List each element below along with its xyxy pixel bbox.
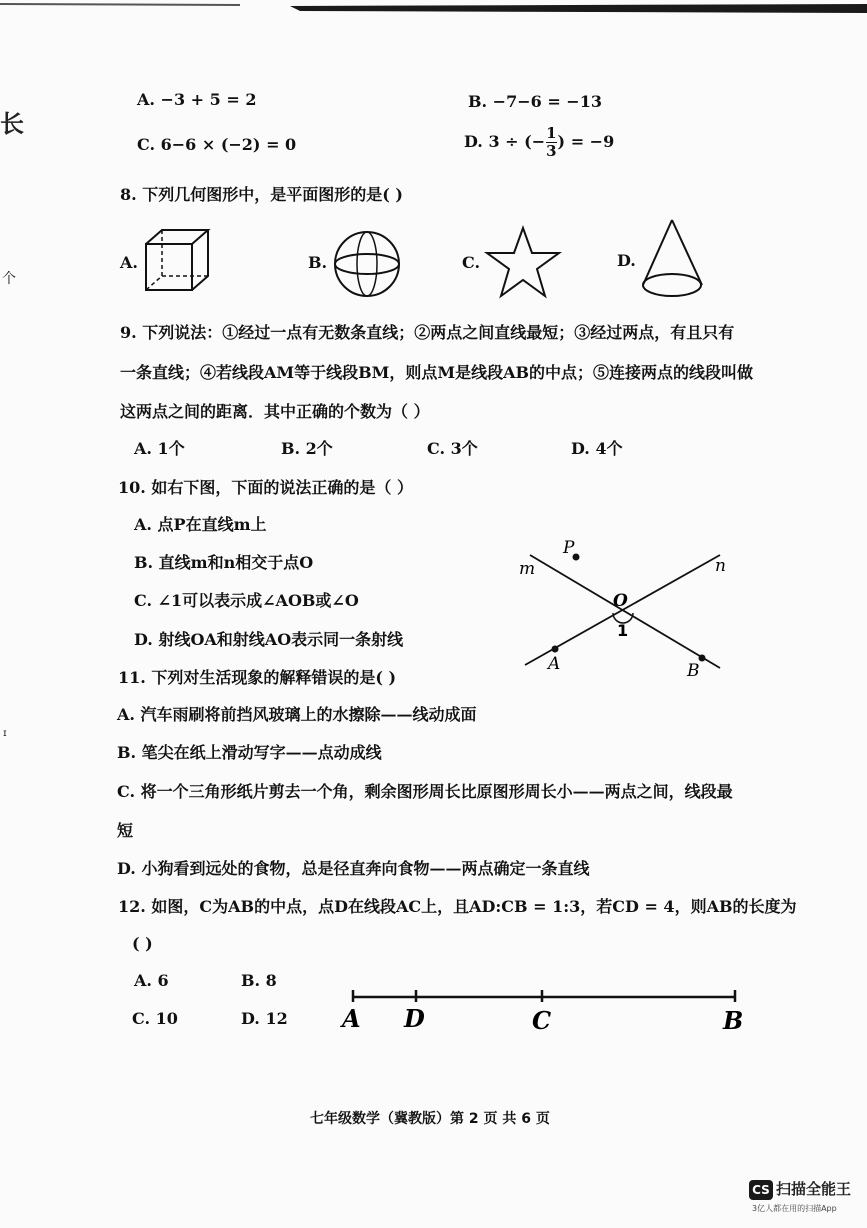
q10-stem: 10. 如右下图，下面的说法正确的是（ ） [118,478,413,497]
q11-option-a: A. 汽车雨刷将前挡风玻璃上的水擦除——线动成面 [117,705,477,724]
label-a: A [548,654,561,674]
q9-stem-line3: 这两点之间的距离．其中正确的个数为（ ） [120,402,430,421]
q10-intersecting-lines-figure [505,535,735,685]
cube-icon [142,228,212,294]
label-n: n [715,556,726,576]
q11-option-b: B. 笔尖在纸上滑动写字——点动成线 [117,743,382,762]
q12-option-c: C. 10 [132,1009,178,1028]
q7-option-a: A. −3 + 5 = 2 [137,90,257,109]
star-icon [485,226,561,298]
q12-stem: 12. 如图，C为AB的中点，点D在线段AC上，且AD:CB = 1:3，若CD = 4，则AB的长度为 [118,897,797,916]
q8-option-b-label: B. [308,253,328,272]
q8-option-a-label: A. [120,253,138,272]
q9-option-a: A. 1个 [134,439,185,458]
fraction-denominator: 3 [546,142,557,160]
edge-mark: 长 [0,110,24,138]
q9-option-b: B. 2个 [281,439,333,458]
q11-stem: 11. 下列对生活现象的解释错误的是( ) [118,668,397,687]
label-p: P [563,538,575,558]
scan-top-edge [0,0,867,14]
q7-option-d-prefix: D. 3 ÷ (− [464,132,546,151]
q12-option-a: A. 6 [134,971,169,990]
point-a [552,646,559,653]
label-d: D [404,1004,425,1033]
q10-option-d: D. 射线OA和射线AO表示同一条射线 [134,630,404,649]
label-m: m [519,559,536,579]
watermark-app-name: 扫描全能王 [776,1180,852,1198]
q10-option-b: B. 直线m和n相交于点O [134,553,314,572]
q11-option-c-line1: C. 将一个三角形纸片剪去一个角，剩余图形周长比原图形周长小——两点之间，线段最 [117,782,733,801]
point-b [699,655,706,662]
camscanner-logo-icon: CS [749,1180,773,1200]
page-footer: 七年级数学（冀教版）第 2 页 共 6 页 [310,1111,550,1127]
q7-option-d-suffix: ) = −9 [557,132,615,151]
label-b: B [723,1006,744,1035]
q12-option-d: D. 12 [241,1009,288,1028]
label-b: B [687,661,700,681]
q8-option-d-label: D. [617,251,636,270]
watermark-tagline: 3亿人都在用的扫描App [752,1204,837,1213]
label-a: A [342,1004,361,1033]
q10-option-c: C. ∠1可以表示成∠AOB或∠O [134,591,359,610]
cone-icon [640,218,706,300]
label-angle-1: 1 [617,621,629,640]
fraction-one-third [546,125,556,160]
edge-mark: ɪ [3,728,7,739]
q9-option-d: D. 4个 [571,439,623,458]
label-o: O [613,591,628,611]
q7-option-b: B. −7−6 = −13 [468,92,602,111]
label-c: C [532,1006,552,1035]
q12-option-b: B. 8 [241,971,277,990]
q8-option-c-label: C. [462,253,481,272]
q10-option-a: A. 点P在直线m上 [134,515,267,534]
q8-stem: 8. 下列几何图形中，是平面图形的是( ) [120,185,403,204]
q9-stem-line2: 一条直线；④若线段AM等于线段BM，则点M是线段AB的中点；⑤连接两点的线段叫做 [120,363,754,382]
edge-mark: 个 [2,271,16,287]
q11-option-d: D. 小狗看到远处的食物，总是径直奔向食物——两点确定一条直线 [117,859,590,878]
q9-option-c: C. 3个 [427,439,478,458]
q7-option-d [464,125,614,160]
q7-option-c: C. 6−6 × (−2) = 0 [137,135,297,154]
sphere-icon [333,230,401,298]
q12-segment-figure [340,985,750,1040]
fraction-numerator: 1 [546,124,557,142]
q12-answer-paren: ( ) [132,934,153,953]
q11-option-c-line2: 短 [117,821,134,840]
q9-stem-line1: 9. 下列说法：①经过一点有无数条直线；②两点之间直线最短；③经过两点，有且只有 [120,323,735,342]
